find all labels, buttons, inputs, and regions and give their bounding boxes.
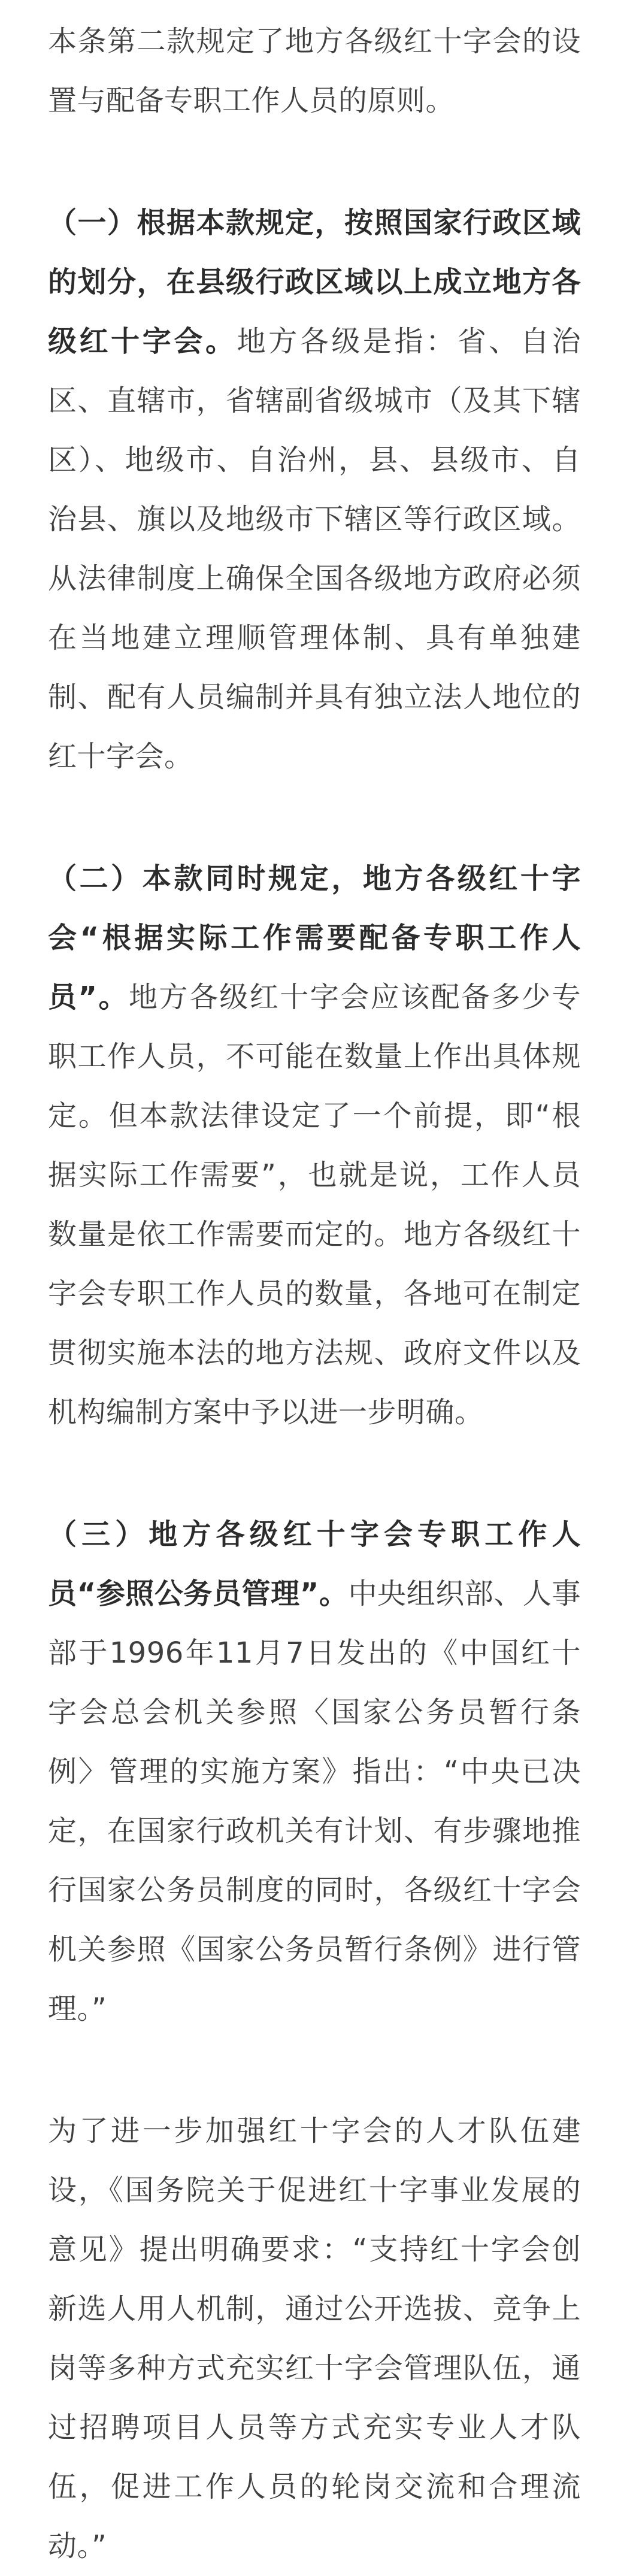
section-1-heading: （一）根据本款规定，按照国家行政区域的划分，在县级行政区域以上成立地方各级红十字会。 <box>48 206 581 358</box>
paragraph-intro: 本条第二款规定了地方各级红十字会的设置与配备专职工作人员的原则。 <box>48 25 581 117</box>
section-2-text: 地方各级红十字会应该配备多少专职工作人员，不可能在数量上作出具体规定。但本款法律设定了一个前提，即“根据实际工作需要”，也就是说，工作人员数量是依工作需要而定的。地方各级红十字会专职工作人员的数量，各地可在制定贯彻实施本法的地方法规、政府文件以及机构编制方案中予以进一步明确。 <box>48 980 581 1429</box>
section-2-heading: （二）本款同时规定，地方各级红十字会“根据实际工作需要配备专职工作人员”。 <box>48 862 581 1014</box>
paragraph-closing: 为了进一步加强红十字会的人才队伍建设，《国务院关于促进红十字事业发展的意见》提出明确要求：“支持红十字会创新选人用人机制，通过公开选拔、竞争上岗等多种方式充实红十字会管理队伍，通过招聘项目人员等方式充实专业人才队伍，促进工作人员的轮岗交流和合理流动。” <box>48 2114 581 2563</box>
section-3-heading: （三）地方各级红十字会专职工作人员“参照公务员管理”。 <box>48 1518 581 1611</box>
paragraph-section-3 <box>48 1505 581 2039</box>
section-3-text: 中央组织部、人事部于1996年11月7日发出的《中国红十字会总会机关参照〈国家公务员暂行条例〉管理的实施方案》指出：“中央已决定，在国家行政机关有计划、有步骤地推行国家公务员制度的同时，各级红十字会机关参照《国家公务员暂行条例》进行管理。” <box>48 1577 581 2026</box>
paragraph-section-2 <box>48 849 581 1442</box>
section-1-text: 地方各级是指：省、自治区、直辖市，省辖副省级城市（及其下辖区）、地级市、自治州，县、县级市、自治县、旗以及地级市下辖区等行政区域。从法律制度上确保全国各级地方政府必须在当地建立理顺管理体制、具有单独建制、配有人员编制并具有独立法人地位的红十字会。 <box>48 325 581 773</box>
paragraph-section-1 <box>48 193 581 786</box>
article-body <box>48 0 581 2576</box>
